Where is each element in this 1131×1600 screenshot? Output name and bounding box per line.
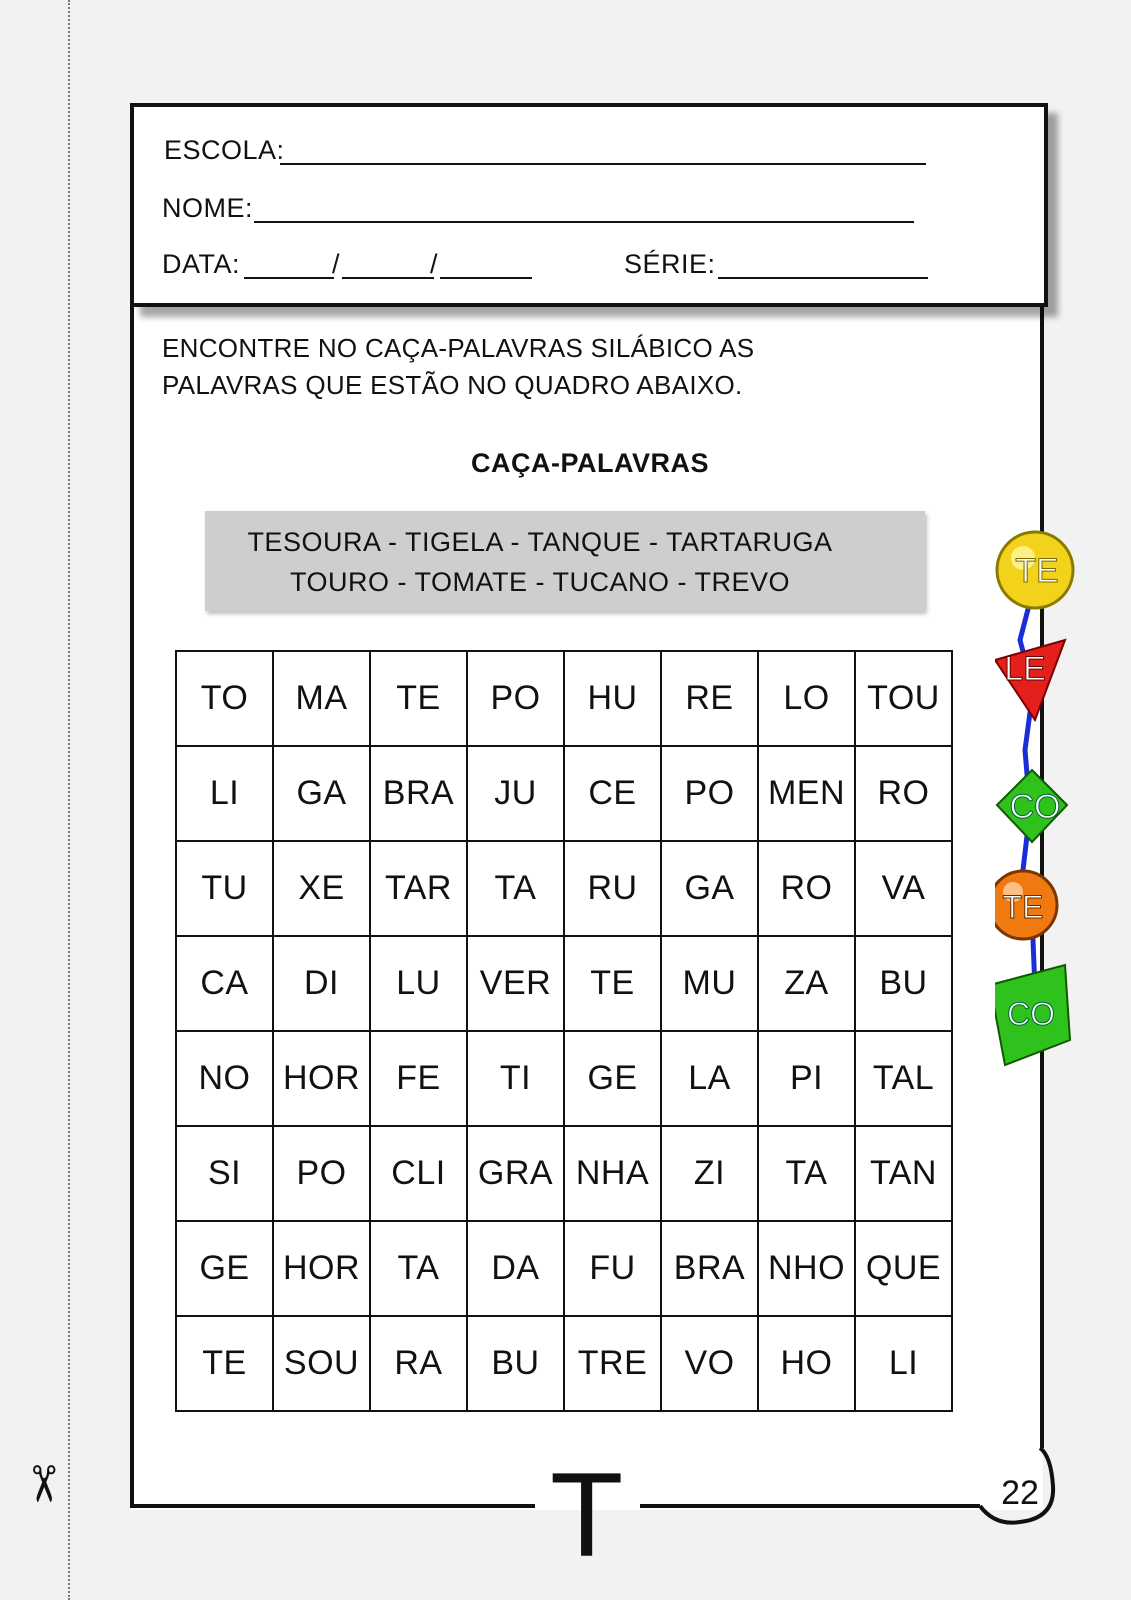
grid-cell[interactable]: HOR [273,1221,370,1316]
grid-cell[interactable]: TOU [855,651,952,746]
grid-cell[interactable]: FU [564,1221,661,1316]
serie-label: SÉRIE: [624,249,716,279]
grid-row [176,1316,952,1411]
grid-cell[interactable]: CA [176,936,273,1031]
grid-cell[interactable]: PO [273,1126,370,1221]
syllable-badges-decoration [995,520,1105,1090]
grid-cell[interactable]: SI [176,1126,273,1221]
grid-cell[interactable]: HU [564,651,661,746]
grid-cell[interactable]: XE [273,841,370,936]
grid-cell[interactable]: NHO [758,1221,855,1316]
grid-cell[interactable]: MEN [758,746,855,841]
grid-cell[interactable]: GA [273,746,370,841]
grid-cell[interactable]: FE [370,1031,467,1126]
grid-cell[interactable]: HOR [273,1031,370,1126]
instructions [162,330,922,404]
grid-row [176,1126,952,1221]
badge-co-green-square [995,965,1070,1065]
frame-border-left [130,300,134,1508]
grid-row [176,746,952,841]
badge-text-4: TE [1002,889,1044,925]
grid-cell[interactable]: GRA [467,1126,564,1221]
grid-cell[interactable]: GE [564,1031,661,1126]
instructions-line-2: PALAVRAS QUE ESTÃO NO QUADRO ABAIXO. [162,370,743,400]
grid-cell[interactable]: RE [661,651,758,746]
grid-cell[interactable]: TE [564,936,661,1031]
grid-cell[interactable]: LI [176,746,273,841]
grid-cell[interactable]: NO [176,1031,273,1126]
nome-label: NOME: [162,193,254,223]
grid-cell[interactable]: TO [176,651,273,746]
grid-cell[interactable]: LO [758,651,855,746]
grid-cell[interactable]: BU [855,936,952,1031]
grid-cell[interactable]: MA [273,651,370,746]
grid-cell[interactable]: DI [273,936,370,1031]
grid-cell[interactable]: CLI [370,1126,467,1221]
page-title: CAÇA-PALAVRAS [471,448,709,478]
grid-cell[interactable]: RA [370,1316,467,1411]
data-separator-2: / [430,249,439,279]
word-list-line-1: TESOURA - TIGELA - TANQUE - TARTARUGA [247,527,833,557]
badge-text-3: CO [1009,788,1061,826]
badge-text-1: TE [1015,552,1059,590]
word-search-grid [175,650,953,1412]
grid-cell[interactable]: QUE [855,1221,952,1316]
grid-cell[interactable]: VA [855,841,952,936]
alphabet-letter: T [550,1448,624,1582]
instructions-line-1: ENCONTRE NO CAÇA-PALAVRAS SILÁBICO AS [162,333,755,363]
grid-cell[interactable]: JU [467,746,564,841]
nome-field[interactable] [254,221,914,223]
grid-cell[interactable]: HO [758,1316,855,1411]
grid-cell[interactable]: SOU [273,1316,370,1411]
word-list-box [205,511,925,611]
grid-row [176,841,952,936]
grid-cell[interactable]: TI [467,1031,564,1126]
page-number: 22 [1001,1474,1039,1512]
grid-cell[interactable]: RU [564,841,661,936]
grid-cell[interactable]: DA [467,1221,564,1316]
grid-cell[interactable]: GA [661,841,758,936]
grid-cell[interactable]: TAN [855,1126,952,1221]
frame-border-bottom-right [640,1504,980,1508]
grid-row [176,936,952,1031]
grid-cell[interactable]: TAR [370,841,467,936]
grid-cell[interactable]: PO [661,746,758,841]
grid-cell[interactable]: BRA [661,1221,758,1316]
badge-te-orange [995,871,1057,939]
badge-text-2: LE [1004,650,1046,688]
data-separator-1: / [332,249,341,279]
badge-te-yellow [997,532,1073,608]
grid-cell[interactable]: TA [467,841,564,936]
grid-cell[interactable]: TE [370,651,467,746]
grid-cell[interactable]: BU [467,1316,564,1411]
grid-cell[interactable]: TAL [855,1031,952,1126]
grid-cell[interactable]: NHA [564,1126,661,1221]
escola-label: ESCOLA: [164,135,285,165]
grid-cell[interactable]: PI [758,1031,855,1126]
badge-text-5: CO [1007,996,1055,1032]
grid-cell[interactable]: MU [661,936,758,1031]
grid-cell[interactable]: LI [855,1316,952,1411]
data-label: DATA: [162,249,241,279]
data-month-field[interactable] [342,277,434,279]
badge-co-green-diamond [997,770,1067,842]
grid-cell[interactable]: TRE [564,1316,661,1411]
grid-cell[interactable]: RO [758,841,855,936]
grid-cell[interactable]: VER [467,936,564,1031]
grid-cell[interactable]: TE [176,1316,273,1411]
badge-le-red [995,640,1065,720]
grid-cell[interactable]: TA [758,1126,855,1221]
word-list-line-2: TOURO - TOMATE - TUCANO - TREVO [289,567,791,597]
grid-row [176,651,952,746]
grid-cell[interactable]: PO [467,651,564,746]
data-day-field[interactable] [244,277,334,279]
scissors-icon: ✂ [13,1463,72,1505]
grid-cell[interactable]: BRA [370,746,467,841]
grid-cell[interactable]: VO [661,1316,758,1411]
grid-row [176,1031,952,1126]
escola-field[interactable] [280,163,926,165]
grid-row [176,1221,952,1316]
grid-cell[interactable]: CE [564,746,661,841]
grid-cell[interactable]: LA [661,1031,758,1126]
grid-cell[interactable]: ZA [758,936,855,1031]
data-year-field[interactable] [440,277,532,279]
cut-line [68,0,70,1600]
serie-field[interactable] [718,277,928,279]
frame-border-bottom-left [130,1504,535,1508]
grid-cell[interactable]: GE [176,1221,273,1316]
grid-cell[interactable]: RO [855,746,952,841]
header-box [130,103,1048,307]
grid-cell[interactable]: LU [370,936,467,1031]
grid-cell[interactable]: TU [176,841,273,936]
grid-cell[interactable]: TA [370,1221,467,1316]
grid-cell[interactable]: ZI [661,1126,758,1221]
